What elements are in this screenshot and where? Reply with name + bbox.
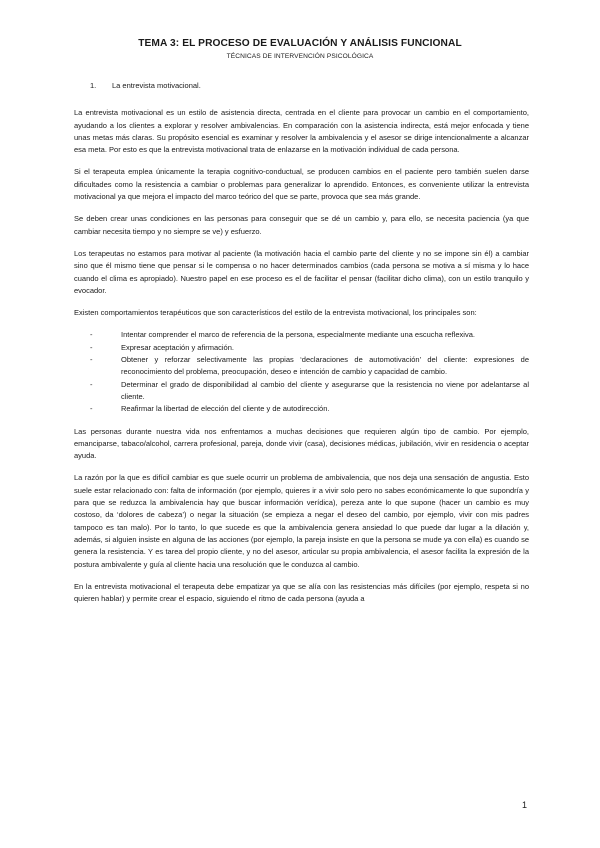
paragraph: Las personas durante nuestra vida nos enfrentamos a muchas decisiones que requieren algún tipo de cambio. Por ejemplo, emanciparse, tabaco/alcohol, carrera profesional, pareja, donde vivir (casa), decisiones médicas, jubilación, vivir en residencia o aceptar ayuda. <box>74 426 529 461</box>
list-item <box>74 342 529 354</box>
paragraph: En la entrevista motivacional el terapeuta debe empatizar ya que se alía con las resistencias más difíciles (por ejemplo, respeta si no quieren hablar) y permite crear el espacio, siguiendo el ritmo de cada persona (ayuda a <box>74 581 529 604</box>
bullet-marker: - <box>90 379 93 389</box>
bullet-marker: - <box>90 342 93 352</box>
list-item <box>74 379 529 404</box>
document-subtitle: TÉCNICAS DE INTERVENCIÓN PSICOLÓGICA <box>226 53 374 60</box>
bullet-marker: - <box>90 355 93 365</box>
list-item-text: Reafirmar la libertad de elección del cliente y de autodirección. <box>121 404 330 414</box>
paragraph: La razón por la que es difícil cambiar es que suele ocurrir un problema de ambivalencia, que nos deja una sensación de angustia. Esto suele estar relacionado con: falta de información (por ejemplo, quieres ir a vivir solo pero no sabes económicamente lo que supondría y para que se reduzca la ambivalencia hay que buscar información verídica), pereza ante lo que supone (hacer un cambio es muy costoso, da ‘dolores de cabeza’) o negar la situación (se empieza a negar el deseo del cambio, por ejemplo, vivir con mis padres tampoco es tan malo). Por lo tanto, lo que sucede es que la ambivalencia genera ansiedad lo que puede dar lugar a la dilación y, además, si alguien insiste en alguna de las acciones (por ejemplo, la pareja insiste en que la persona se mude ya con ella) es cuando se genera la resistencia. Y es tarea del propio cliente, y no del asesor, articular su propia ambivalencia, el asesor facilita la expresión de la postura ambivalente y guía al cliente hacia una resolución que le conduzca al cambio. <box>74 473 529 569</box>
list-item <box>74 329 529 341</box>
list-item-text: Obtener y reforzar selectivamente las propias ‘declaraciones de automotivación’ del cliente: expresiones de reconocimiento del problema, preocupación, deseo e intención de cambio y capacidad de cambio. <box>121 355 529 377</box>
list-item-text: Intentar comprender el marco de referencia de la persona, especialmente mediante una escucha reflexiva. <box>121 330 475 340</box>
list-item <box>74 403 529 415</box>
list-item-text: Expresar aceptación y afirmación. <box>121 342 234 352</box>
paragraph: La entrevista motivacional es un estilo de asistencia directa, centrada en el cliente para provocar un cambio en el comportamiento, ayudando a los clientes a explorar y resolver ambivalencias. En comparación con la asistencia indirecta, está mejor enfocada y tiene unas metas más claras. Su propósito esencial es examinar y resolver la ambivalencia y el asesor se dirige intencionalmente a alcanzar esa meta. Por esto es que la entrevista motivacional trata de enlazarse en la motivación individual de cada persona. <box>74 108 529 155</box>
bullet-list <box>74 329 529 415</box>
paragraph: Si el terapeuta emplea únicamente la terapia cognitivo-conductual, se producen cambios en el paciente pero también suelen darse dificultades como la resistencia a cambiar o problemas para generalizar lo aprendido. Entonces, es conveniente utilizar la entrevista motivacional ya que mejora el impacto del marco teórico del que se parte, provoca que sea más grande. <box>74 167 529 202</box>
section-title: La entrevista motivacional. <box>112 81 201 90</box>
paragraph: Los terapeutas no estamos para motivar al paciente (la motivación hacia el cambio parte del cliente y no se impone sin él) a cambiar sino que él mismo tiene que pensar si le compensa o no hacer determinados cambios (cada persona se motiva a sí misma y lo hace cuando el clima es apropiado). Nuestro papel en ese proceso es el de facilitar el pensar (facilitar dicho clima), con un estilo tranquilo y evocador. <box>74 248 529 295</box>
bullet-marker: - <box>90 330 93 340</box>
list-item-text: Determinar el grado de disponibilidad al cambio del cliente y asegurarse que la resistencia no viene por adelantarse al cliente. <box>121 379 529 401</box>
bullet-marker: - <box>90 404 93 414</box>
page-number: 1 <box>521 800 527 810</box>
section-heading <box>90 80 529 92</box>
paragraph: Existen comportamientos terapéuticos que son característicos del estilo de la entrevista motivacional, los principales son: <box>74 308 477 318</box>
paragraph: Se deben crear unas condiciones en las personas para conseguir que se dé un cambio y, para ello, se necesita paciencia (ya que cambiar necesita tiempo y no siempre se ve) y esfuerzo. <box>74 214 529 236</box>
section-number: 1. <box>90 81 97 90</box>
document-title: TEMA 3: EL PROCESO DE EVALUACIÓN Y ANÁLISIS FUNCIONAL <box>138 38 462 49</box>
document-body <box>74 80 529 615</box>
list-item <box>74 354 529 379</box>
